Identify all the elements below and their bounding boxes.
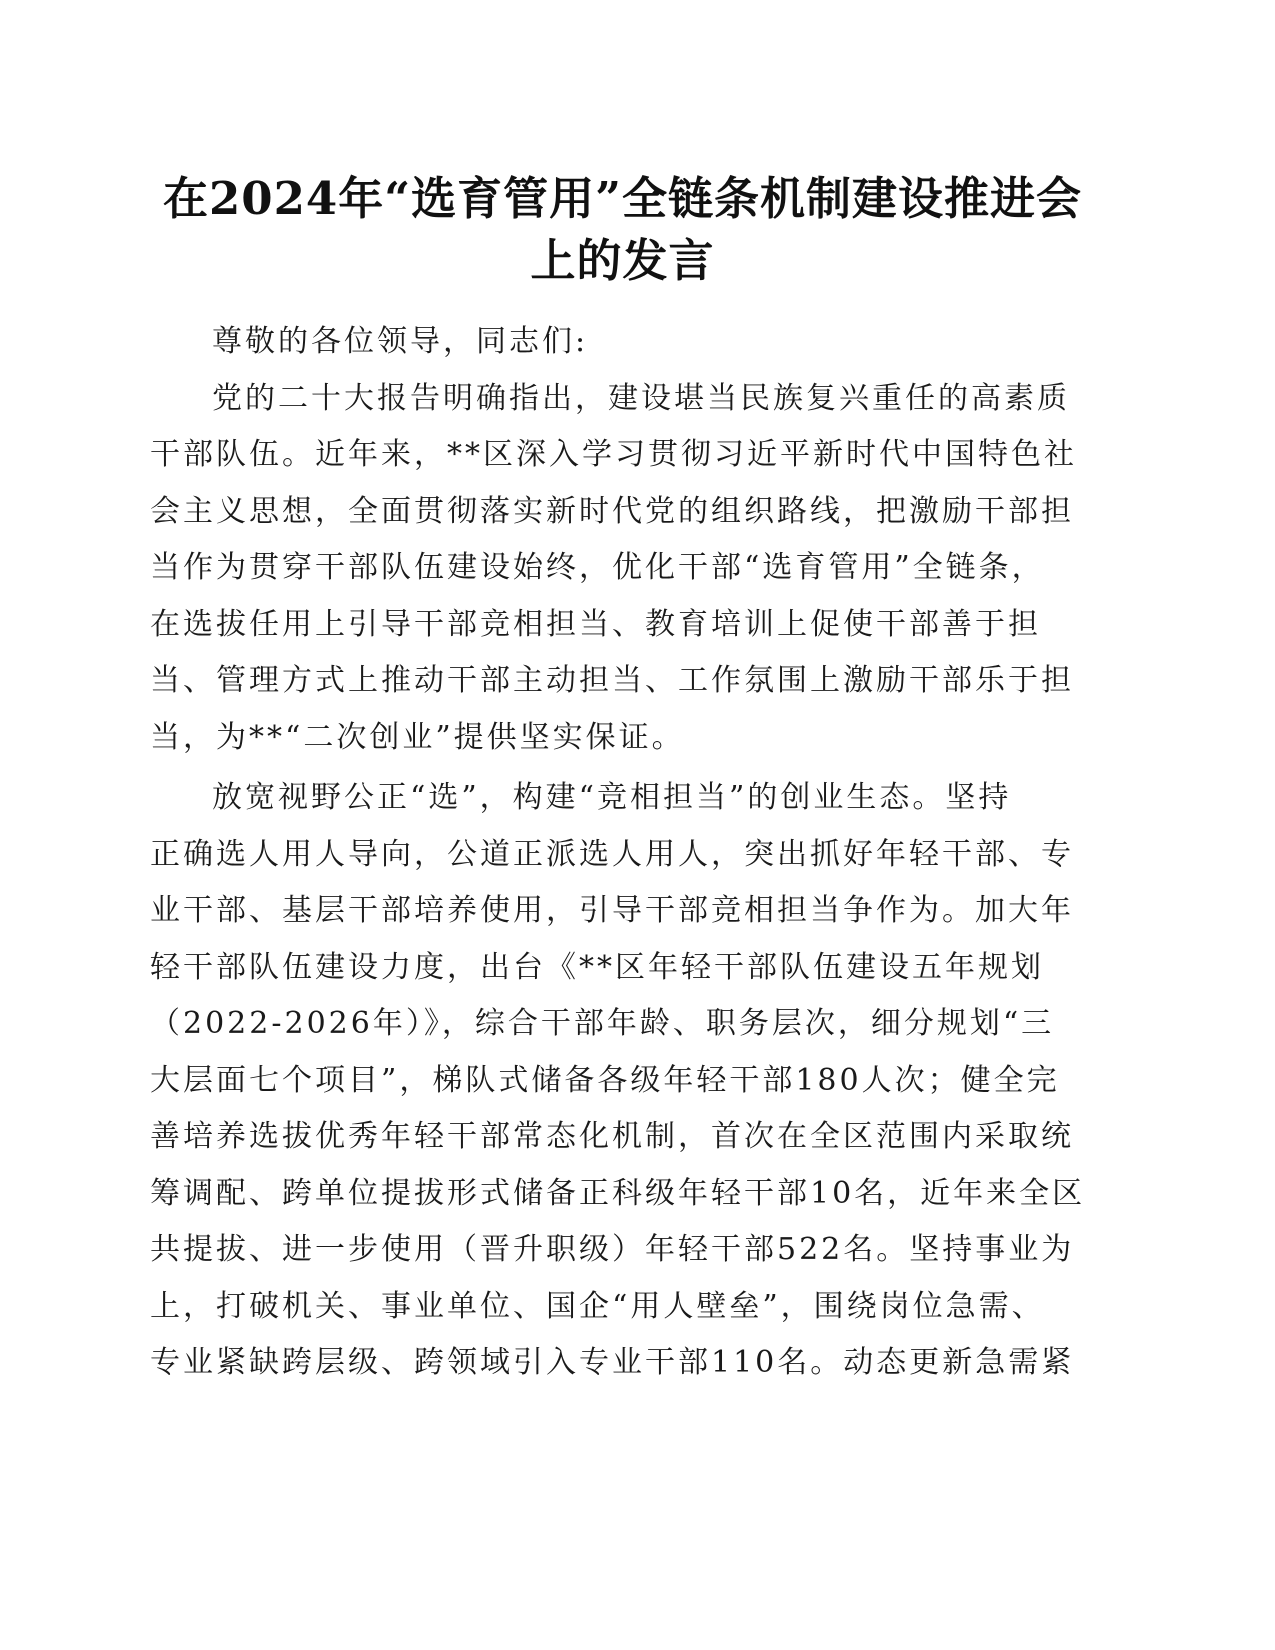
paragraph-line: 轻干部队伍建设力度，出台《**区年轻干部队伍建设五年规划 xyxy=(150,949,1044,985)
paragraph-line: 在选拔任用上引导干部竞相担当、教育培训上促使干部善于担 xyxy=(150,606,1041,642)
title-line-2: 上的发言 xyxy=(530,234,715,287)
paragraph-1 xyxy=(150,371,1095,767)
paragraph-line: 共提拔、进一步使用（晋升职级）年轻干部522名。坚持事业为 xyxy=(150,1232,1075,1267)
title-line-1: 在2024年“选育管用”全链条机制建设推进会 xyxy=(162,172,1082,225)
paragraph-2 xyxy=(150,770,1095,1392)
paragraph-line: 党的二十大报告明确指出，建设堪当民族复兴重任的高素质 xyxy=(212,380,1070,416)
paragraph-line: 当，为**“二次创业”提供坚实保证。 xyxy=(150,719,685,755)
document-body xyxy=(150,314,1095,1392)
paragraph-line: 放宽视野公正“选”，构建“竞相担当”的创业生态。坚持 xyxy=(212,780,1012,815)
paragraph-line: 会主义思想，全面贯彻落实新时代党的组织路线，把激励干部担 xyxy=(150,493,1074,529)
paragraph-line: 筹调配、跨单位提拔形式储备正科级年轻干部10名，近年来全区 xyxy=(150,1175,1086,1211)
paragraph-line: 当、管理方式上推动干部主动担当、工作氛围上激励干部乐于担 xyxy=(150,663,1074,698)
paragraph-line: 上，打破机关、事业单位、国企“用人壁垒”，围绕岗位急需、 xyxy=(150,1288,1045,1324)
paragraph-line: 当作为贯穿干部队伍建设始终，优化干部“选育管用”全链条， xyxy=(150,550,1045,585)
paragraph-line: 专业紧缺跨层级、跨领域引入专业干部110名。动态更新急需紧 xyxy=(150,1345,1075,1380)
paragraph-line: 善培养选拔优秀年轻干部常态化机制，首次在全区范围内采取统 xyxy=(150,1119,1074,1154)
paragraph-line: 业干部、基层干部培养使用，引导干部竞相担当争作为。加大年 xyxy=(150,893,1074,928)
document-title xyxy=(150,168,1095,292)
salutation: 尊敬的各位领导，同志们: xyxy=(212,324,589,359)
paragraph-line: 大层面七个项目”，梯队式储备各级年轻干部180人次；健全完 xyxy=(150,1062,1060,1098)
paragraph-line: 干部队伍。近年来，**区深入学习贯彻习近平新时代中国特色社 xyxy=(150,437,1077,472)
paragraph-line: （2022-2026年）》，综合干部年龄、职务层次，细分规划“三 xyxy=(150,1006,1055,1041)
paragraph-line: 正确选人用人导向，公道正派选人用人，突出抓好年轻干部、专 xyxy=(150,836,1074,872)
